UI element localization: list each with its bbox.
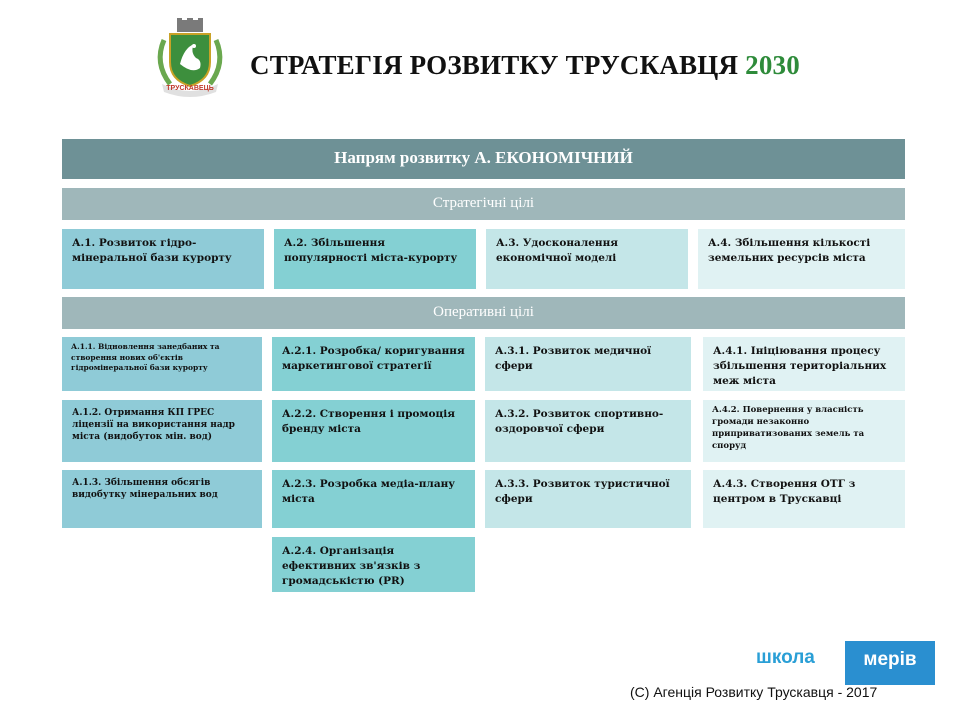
brand-left-text: школа <box>756 647 815 668</box>
operational-goal-a3-2: А.3.2. Розвиток спортивно-оздоровчої сфери <box>485 400 691 462</box>
page-title <box>250 50 850 81</box>
title-main: СТРАТЕГІЯ РОЗВИТКУ ТРУСКАВЦЯ <box>250 50 739 80</box>
operational-goal-a2-4: А.2.4. Організація ефективних зв'язків з громадськістю (PR) <box>272 537 475 592</box>
logo-caption: ТРУСКАВЕЦЬ <box>166 85 214 92</box>
strategic-goal-a2: А.2. Збільшення популярності міста-курорту <box>274 229 476 289</box>
operational-goal-a2-2: А.2.2. Створення і промоція бренду міста <box>272 400 475 462</box>
operational-goal-a1-1: А.1.1. Відновлення занедбаних та створення нових об'єктів гідромінеральної бази курорту <box>62 337 262 391</box>
strategic-goals-header: Стратегічні цілі <box>62 188 905 220</box>
title-year: 2030 <box>745 50 800 80</box>
operational-goal-a4-3: А.4.3. Створення ОТГ з центром в Трускавці <box>703 470 905 528</box>
operational-goal-a2-1: А.2.1. Розробка/ коригування маркетингової стратегії <box>272 337 475 391</box>
operational-goal-a4-1: А.4.1. Ініціювання процесу збільшення територіальних меж міста <box>703 337 905 391</box>
operational-goal-a2-3: А.2.3. Розробка медіа-плану міста <box>272 470 475 528</box>
strategic-goal-a1: А.1. Розвиток гідро-мінеральної бази курорту <box>62 229 264 289</box>
strategic-goal-a4: А.4. Збільшення кількості земельних ресурсів міста <box>698 229 905 289</box>
operational-goal-a1-2: А.1.2. Отримання КП ГРЕС ліцензії на використання надр міста (видобуток мін. вод) <box>62 400 262 462</box>
school-of-mayors-logo <box>756 641 938 687</box>
brand-right-text: мерів <box>845 641 935 685</box>
operational-goal-a3-1: А.3.1. Розвиток медичної сфери <box>485 337 691 391</box>
strategic-goal-a3: А.3. Удосконалення економічної моделі <box>486 229 688 289</box>
copyright-text: (С) Агенція Розвитку Трускавця - 2017 <box>630 684 878 700</box>
city-coat-of-arms-logo <box>150 18 230 100</box>
operational-goals-header: Оперативні цілі <box>62 297 905 329</box>
operational-goal-a1-3: А.1.3. Збільшення обсягів видобутку мінеральних вод <box>62 470 262 528</box>
direction-header: Напрям розвитку А. ЕКОНОМІЧНИЙ <box>62 139 905 179</box>
operational-goal-a4-2: А.4.2. Повернення у власність громади незаконно приприватизованих земель та споруд <box>703 400 905 462</box>
operational-goal-a3-3: А.3.3. Розвиток туристичної сфери <box>485 470 691 528</box>
